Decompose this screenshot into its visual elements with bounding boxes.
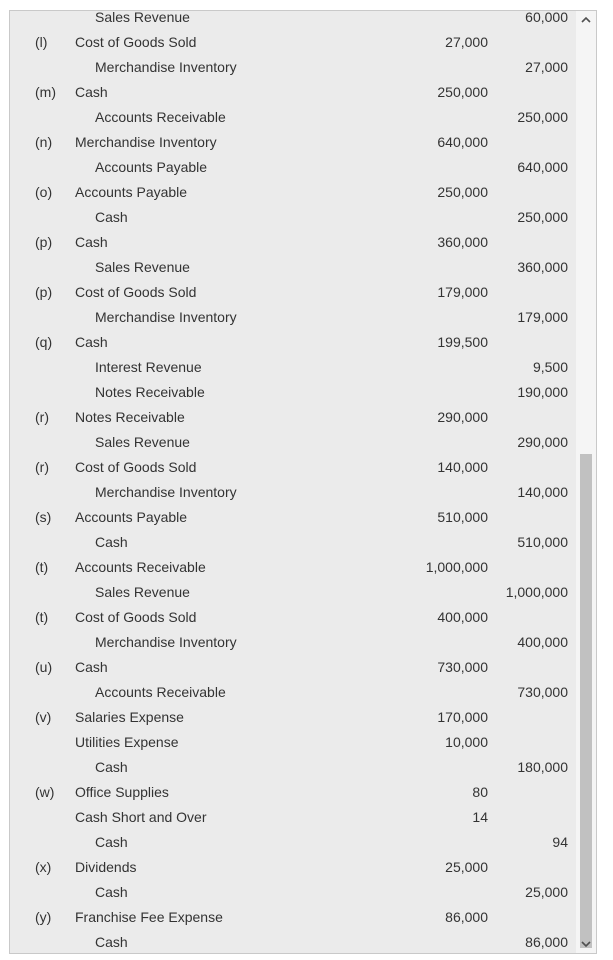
account-name: Dividends xyxy=(75,859,137,875)
account-name: Cost of Goods Sold xyxy=(75,284,197,300)
account-name: Franchise Fee Expense xyxy=(75,909,223,925)
journal-row xyxy=(10,330,576,355)
entry-letter: (m) xyxy=(35,84,56,100)
journal-row xyxy=(10,755,576,780)
journal-row xyxy=(10,305,576,330)
journal-row xyxy=(10,605,576,630)
debit-amount: 170,000 xyxy=(437,709,488,725)
credit-amount: 250,000 xyxy=(517,209,568,225)
journal-row xyxy=(10,930,576,954)
account-name: Notes Receivable xyxy=(75,409,185,425)
debit-amount: 25,000 xyxy=(445,859,488,875)
journal-entries xyxy=(10,11,576,953)
credit-amount: 250,000 xyxy=(517,109,568,125)
account-name: Notes Receivable xyxy=(95,384,205,400)
debit-amount: 27,000 xyxy=(445,34,488,50)
journal-row xyxy=(10,180,576,205)
debit-amount: 640,000 xyxy=(437,134,488,150)
debit-amount: 250,000 xyxy=(437,184,488,200)
account-name: Cash xyxy=(75,659,108,675)
entry-letter: (o) xyxy=(35,184,53,200)
credit-amount: 140,000 xyxy=(517,484,568,500)
credit-amount: 640,000 xyxy=(517,159,568,175)
scroll-down-button[interactable] xyxy=(576,936,596,953)
vertical-scrollbar[interactable] xyxy=(576,11,596,953)
credit-amount: 290,000 xyxy=(517,434,568,450)
journal-row xyxy=(10,530,576,555)
journal-row xyxy=(10,505,576,530)
journal-row xyxy=(10,380,576,405)
credit-amount: 360,000 xyxy=(517,259,568,275)
journal-row xyxy=(10,480,576,505)
debit-amount: 400,000 xyxy=(437,609,488,625)
journal-row xyxy=(10,130,576,155)
debit-amount: 179,000 xyxy=(437,284,488,300)
credit-amount: 86,000 xyxy=(525,934,568,950)
account-name: Cash xyxy=(75,334,108,350)
journal-row xyxy=(10,705,576,730)
entry-letter: (y) xyxy=(35,909,52,925)
account-name: Cash xyxy=(75,234,108,250)
account-name: Cash xyxy=(95,834,128,850)
journal-row xyxy=(10,455,576,480)
journal-row xyxy=(10,580,576,605)
account-name: Accounts Receivable xyxy=(95,109,226,125)
credit-amount: 510,000 xyxy=(517,534,568,550)
account-name: Interest Revenue xyxy=(95,359,202,375)
credit-amount: 25,000 xyxy=(525,884,568,900)
scroll-track[interactable] xyxy=(576,28,596,936)
account-name: Cash xyxy=(95,884,128,900)
account-name: Office Supplies xyxy=(75,784,169,800)
account-name: Merchandise Inventory xyxy=(95,634,237,650)
journal-row xyxy=(10,80,576,105)
journal-row xyxy=(10,780,576,805)
account-name: Cash Short and Over xyxy=(75,809,207,825)
debit-amount: 86,000 xyxy=(445,909,488,925)
account-name: Cost of Goods Sold xyxy=(75,609,197,625)
entry-letter: (t) xyxy=(35,609,49,625)
debit-amount: 199,500 xyxy=(437,334,488,350)
entry-letter: (r) xyxy=(35,409,49,425)
debit-amount: 80 xyxy=(472,784,488,800)
entry-letter: (s) xyxy=(35,509,52,525)
debit-amount: 510,000 xyxy=(437,509,488,525)
journal-row xyxy=(10,805,576,830)
account-name: Accounts Payable xyxy=(75,184,188,200)
journal-row xyxy=(10,155,576,180)
account-name: Accounts Receivable xyxy=(75,559,206,575)
scroll-up-button[interactable] xyxy=(576,11,596,28)
account-name: Merchandise Inventory xyxy=(95,59,237,75)
debit-amount: 360,000 xyxy=(437,234,488,250)
journal-row xyxy=(10,855,576,880)
journal-row xyxy=(10,680,576,705)
credit-amount: 730,000 xyxy=(517,684,568,700)
entry-letter: (x) xyxy=(35,859,52,875)
journal-row xyxy=(10,205,576,230)
debit-amount: 14 xyxy=(472,809,488,825)
journal-row xyxy=(10,55,576,80)
account-name: Sales Revenue xyxy=(95,10,190,25)
account-name: Cash xyxy=(95,759,128,775)
journal-row xyxy=(10,630,576,655)
account-name: Salaries Expense xyxy=(75,709,184,725)
journal-row xyxy=(10,905,576,930)
journal-row xyxy=(10,730,576,755)
account-name: Utilities Expense xyxy=(75,734,179,750)
journal-row xyxy=(10,255,576,280)
entry-letter: (w) xyxy=(35,784,55,800)
credit-amount: 94 xyxy=(552,834,568,850)
entry-letter: (q) xyxy=(35,334,53,350)
journal-row xyxy=(10,105,576,130)
journal-row xyxy=(10,405,576,430)
debit-amount: 1,000,000 xyxy=(425,559,488,575)
entry-letter: (n) xyxy=(35,134,53,150)
entry-letter: (p) xyxy=(35,234,53,250)
account-name: Sales Revenue xyxy=(95,259,190,275)
entry-letter: (t) xyxy=(35,559,49,575)
credit-amount: 179,000 xyxy=(517,309,568,325)
credit-amount: 1,000,000 xyxy=(505,584,568,600)
credit-amount: 180,000 xyxy=(517,759,568,775)
journal-row xyxy=(10,355,576,380)
entry-letter: (l) xyxy=(35,34,48,50)
account-name: Cash xyxy=(95,934,128,950)
account-name: Merchandise Inventory xyxy=(75,134,217,150)
journal-row xyxy=(10,430,576,455)
journal-row xyxy=(10,655,576,680)
journal-row xyxy=(10,230,576,255)
account-name: Sales Revenue xyxy=(95,434,190,450)
account-name: Accounts Receivable xyxy=(95,684,226,700)
journal-row xyxy=(10,280,576,305)
account-name: Merchandise Inventory xyxy=(95,309,237,325)
debit-amount: 290,000 xyxy=(437,409,488,425)
journal-row xyxy=(10,555,576,580)
account-name: Cost of Goods Sold xyxy=(75,34,197,50)
journal-row xyxy=(10,30,576,55)
debit-amount: 730,000 xyxy=(437,659,488,675)
account-name: Sales Revenue xyxy=(95,584,190,600)
account-name: Merchandise Inventory xyxy=(95,484,237,500)
account-name: Cash xyxy=(95,209,128,225)
account-name: Cash xyxy=(75,84,108,100)
account-name: Cash xyxy=(95,534,128,550)
account-name: Cost of Goods Sold xyxy=(75,459,197,475)
journal-row xyxy=(10,880,576,905)
credit-amount: 9,500 xyxy=(532,359,568,375)
credit-amount: 27,000 xyxy=(525,59,568,75)
credit-amount: 400,000 xyxy=(517,634,568,650)
account-name: Accounts Payable xyxy=(75,509,188,525)
entry-letter: (v) xyxy=(35,709,52,725)
entry-letter: (r) xyxy=(35,459,49,475)
credit-amount: 190,000 xyxy=(517,384,568,400)
scroll-thumb[interactable] xyxy=(580,454,592,948)
journal-panel xyxy=(9,10,597,954)
entry-letter: (u) xyxy=(35,659,53,675)
chevron-down-icon xyxy=(581,941,591,948)
journal-row xyxy=(10,10,576,30)
chevron-up-icon xyxy=(581,16,591,23)
account-name: Accounts Payable xyxy=(95,159,208,175)
debit-amount: 140,000 xyxy=(437,459,488,475)
debit-amount: 250,000 xyxy=(437,84,488,100)
credit-amount: 60,000 xyxy=(525,10,568,25)
journal-row xyxy=(10,830,576,855)
debit-amount: 10,000 xyxy=(445,734,488,750)
entry-letter: (p) xyxy=(35,284,53,300)
